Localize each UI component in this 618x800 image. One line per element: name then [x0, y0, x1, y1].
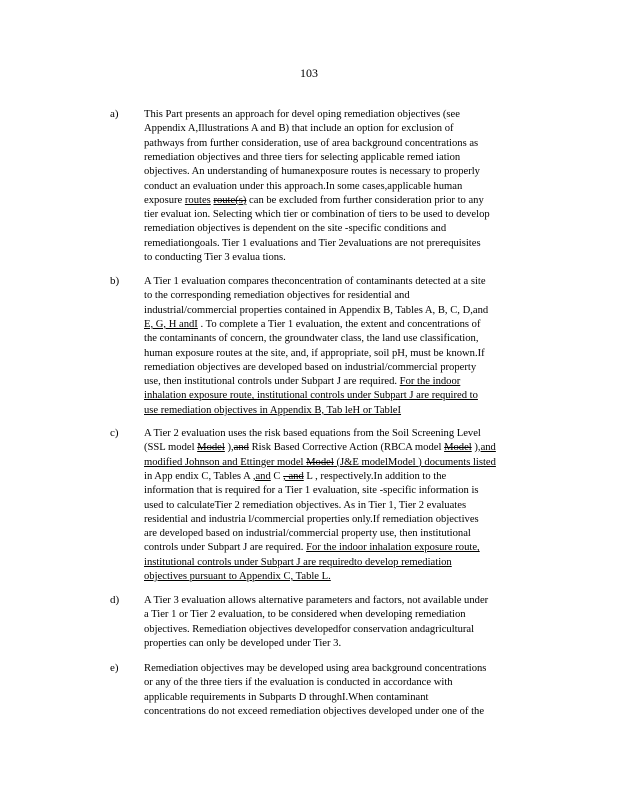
text-line — [144, 237, 481, 251]
text-segment: objectives pursuant to Appendix C, Table L. — [144, 571, 331, 582]
text-line — [144, 499, 466, 513]
text-segment: applicable requirements in Subparts D throughI.When contaminant — [144, 691, 429, 703]
text-segment: modified Johnson and Ettinger model — [144, 456, 307, 468]
text-line — [144, 347, 485, 361]
text-segment: A Tier 2 evaluation uses the risk based equations from the Soil Screening Level — [144, 428, 481, 439]
text-segment: remediation objectives is dependent on the site -specific conditions and — [144, 223, 447, 235]
text-segment: pathways from further consideration, use of area background concentrations as — [144, 137, 479, 149]
text-line — [144, 222, 446, 236]
text-segment: (J&E modelModel ) documents listed — [333, 456, 496, 468]
text-segment: For the indoor inhalation exposure route, — [306, 542, 480, 554]
text-segment: route(s) — [213, 194, 247, 206]
paragraph-label: d) — [110, 594, 120, 606]
text-segment: a Tier 1 or Tier 2 evaluation, to be considered when developing remediation — [144, 609, 466, 621]
text-segment: use, then institutional controls under Subpart J are required. — [144, 376, 400, 388]
paragraph-label: a) — [110, 108, 119, 120]
text-segment: use remediation objectives in Appendix B, Tab leH or TableI — [144, 404, 402, 416]
text-segment: C — [270, 470, 284, 482]
text-segment: , and — [283, 470, 304, 482]
text-segment: can be excluded from further consideration prior to any — [246, 194, 484, 206]
text-line — [144, 275, 486, 289]
text-segment: ), — [471, 442, 481, 454]
text-line — [144, 470, 446, 484]
text-line — [144, 608, 466, 622]
text-line — [144, 404, 401, 418]
text-segment: conduct an evaluation under this approach.In some cases,applicable human — [144, 180, 463, 192]
text-line — [144, 251, 286, 265]
text-segment: E, G, H andI — [144, 318, 198, 330]
text-segment: For the indoor — [399, 376, 461, 388]
text-segment: are developed based on industrial/commercial property use, then institutional — [144, 528, 471, 540]
text-segment: and — [233, 442, 249, 454]
text-segment: controls under Subpart J are required. — [144, 542, 307, 554]
text-segment: concentrations do not exceed remediation objectives developed under one of the — [144, 705, 485, 717]
text-line — [144, 137, 478, 151]
text-segment: objectives. An understanding of humanexposure routes is necessary to properly — [144, 166, 480, 178]
text-line — [144, 304, 488, 318]
text-line — [144, 637, 341, 651]
text-segment: L , respectively.In addition to the — [303, 470, 447, 482]
paragraph-label: c) — [110, 427, 119, 439]
text-line — [144, 623, 474, 637]
text-segment: remediationgoals. Tier 1 evaluations and Tier 2evaluations are not prerequisites — [144, 237, 481, 249]
text-line — [144, 691, 428, 705]
text-line — [144, 527, 471, 541]
text-segment: A Tier 1 evaluation compares theconcentration of contaminants detected at a site — [144, 276, 486, 287]
text-line — [144, 441, 496, 455]
text-line — [144, 389, 478, 403]
text-line — [144, 513, 479, 527]
text-segment: properties can only be developed under Tier 3. — [144, 637, 342, 649]
text-line — [144, 318, 481, 332]
text-line — [144, 594, 488, 608]
text-line — [144, 151, 460, 165]
text-line — [144, 332, 478, 346]
text-segment: exposure — [144, 194, 185, 206]
page-number: 103 — [300, 66, 318, 80]
text-segment: residential and industria l/commercial properties only.If remediation objectives — [144, 513, 479, 525]
text-segment: to the corresponding remediation objectives for residential and — [144, 290, 410, 302]
text-segment: in App endix C, Tables A — [144, 470, 253, 482]
text-segment: industrial/commercial properties contained in Appendix B, Tables A, B, C, D,and — [144, 304, 489, 316]
text-segment: (SSL model — [144, 442, 198, 454]
text-segment: tier evaluat ion. Selecting which tier or combination of tiers to be used to develop — [144, 209, 490, 221]
text-line — [144, 108, 460, 122]
text-segment: ,and — [252, 470, 271, 482]
text-segment: . To complete a Tier 1 evaluation, the extent and concentrations of — [197, 318, 481, 330]
text-segment: A Tier 3 evaluation allows alternative parameters and factors, not available under — [144, 595, 489, 606]
text-line — [144, 165, 480, 179]
text-segment: objectives. Remediation objectives developedfor conservation andagricultural — [144, 623, 475, 635]
text-line — [144, 676, 453, 690]
text-segment: routes — [184, 194, 211, 206]
text-line — [144, 180, 462, 194]
text-line — [144, 541, 480, 555]
text-line — [144, 194, 484, 208]
text-segment: institutional controls under Subpart J are requiredto develop remediation — [144, 556, 452, 568]
text-line — [144, 427, 481, 441]
text-segment: information that is required for a Tier 1 evaluation, site -specific information is — [144, 485, 479, 497]
text-segment: and — [480, 442, 496, 454]
text-segment: used to calculateTier 2 remediation objectives. As in Tier 1, Tier 2 evaluates — [144, 499, 467, 511]
text-line — [144, 375, 460, 389]
text-segment: Model — [306, 456, 334, 468]
text-segment: to conducting Tier 3 evalua tions. — [144, 252, 286, 263]
text-segment: inhalation exposure route, institutional controls under Subpart J are required to — [144, 390, 478, 402]
text-segment: Risk Based Corrective Action (RBCA model — [248, 442, 445, 454]
text-segment: ), — [224, 442, 234, 454]
text-segment: This Part presents an approach for devel oping remediation objectives (see — [144, 109, 460, 120]
paragraph-label: e) — [110, 662, 119, 674]
text-line — [144, 122, 454, 136]
text-line — [144, 662, 486, 676]
text-segment: or any of the three tiers if the evaluation is conducted in accordance with — [144, 677, 453, 689]
text-segment: remediation objectives are developed based on industrial/commercial property — [144, 361, 477, 373]
text-segment: Appendix A,Illustrations A and B) that include an option for exclusion of — [144, 123, 454, 135]
text-line — [144, 570, 331, 584]
text-line — [144, 484, 479, 498]
text-line — [144, 556, 452, 570]
text-segment: remediation objectives and three tiers for selecting applicable remed iation — [144, 151, 461, 163]
text-segment: Model — [444, 442, 472, 454]
text-line — [144, 361, 476, 375]
text-segment: the contaminants of concern, the groundwater class, the land use classification, — [144, 333, 479, 345]
text-segment: Model — [197, 442, 225, 454]
text-line — [144, 705, 484, 719]
text-segment: Remediation objectives may be developed using area background concentrations — [144, 663, 487, 674]
text-segment: human exposure routes at the site, and, if appropriate, soil pH, must be known.If — [144, 347, 485, 359]
paragraph-label: b) — [110, 275, 120, 287]
text-line — [144, 456, 496, 470]
text-line — [144, 208, 490, 222]
text-line — [144, 289, 410, 303]
